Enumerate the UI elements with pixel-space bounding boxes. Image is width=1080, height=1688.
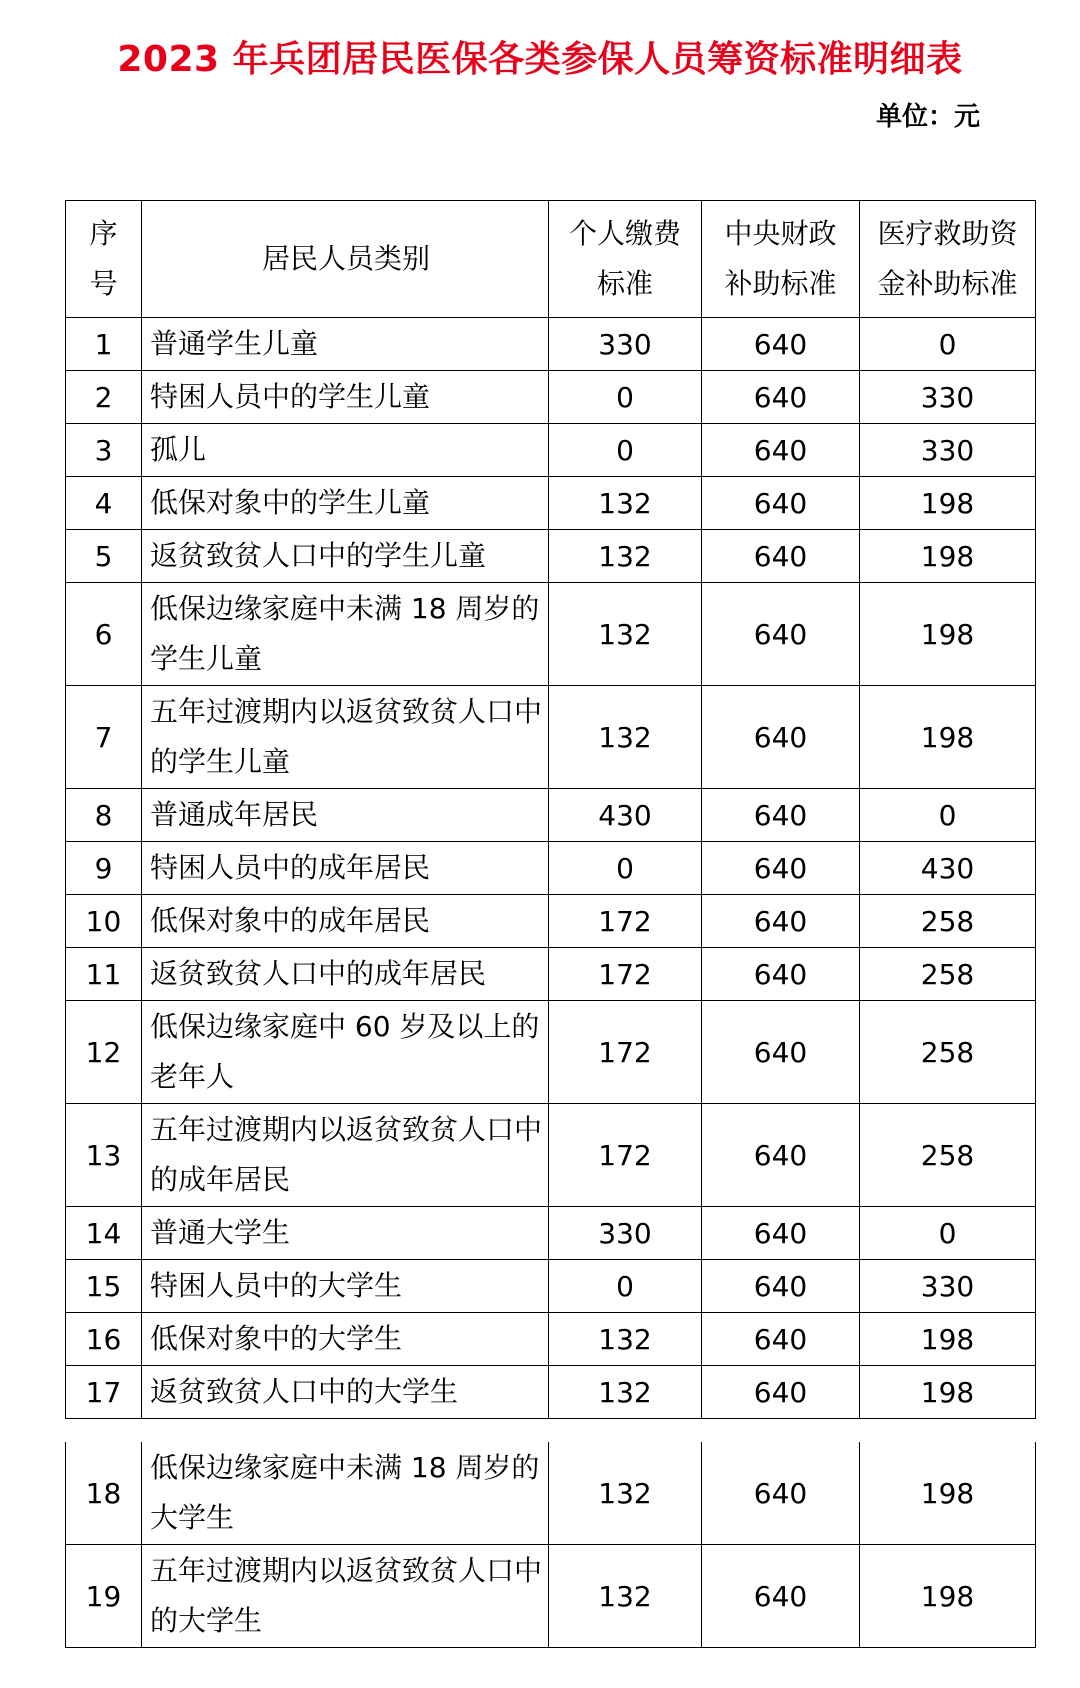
cell-central-subsidy: 640 — [702, 424, 860, 477]
cell-personal-contribution: 172 — [549, 948, 702, 1001]
cell-medical-aid-subsidy: 0 — [860, 789, 1036, 842]
cell-medical-aid-subsidy: 0 — [860, 318, 1036, 371]
cell-serial-number: 11 — [66, 948, 142, 1001]
cell-serial-number: 10 — [66, 895, 142, 948]
cell-personal-contribution: 132 — [549, 1313, 702, 1366]
cell-resident-category: 普通大学生 — [142, 1207, 549, 1260]
cell-central-subsidy: 640 — [702, 1366, 860, 1419]
cell-serial-number: 3 — [66, 424, 142, 477]
cell-resident-category: 普通成年居民 — [142, 789, 549, 842]
page-title: 2023 年兵团居民医保各类参保人员筹资标准明细表 — [117, 39, 963, 80]
cell-central-subsidy: 640 — [702, 1260, 860, 1313]
cell-personal-contribution: 430 — [549, 789, 702, 842]
cell-central-subsidy: 640 — [702, 1104, 860, 1207]
cell-personal-contribution: 330 — [549, 318, 702, 371]
funding-standards-table — [65, 200, 1036, 1419]
cell-personal-contribution: 172 — [549, 1001, 702, 1104]
cell-serial-number: 9 — [66, 842, 142, 895]
cell-resident-category: 低保对象中的成年居民 — [142, 895, 549, 948]
cell-serial-number: 8 — [66, 789, 142, 842]
cell-medical-aid-subsidy: 330 — [860, 424, 1036, 477]
cell-personal-contribution: 0 — [549, 842, 702, 895]
cell-central-subsidy: 640 — [702, 686, 860, 789]
cell-medical-aid-subsidy: 198 — [860, 1545, 1036, 1648]
table-row — [66, 477, 1036, 530]
cell-resident-category: 返贫致贫人口中的成年居民 — [142, 948, 549, 1001]
cell-resident-category: 低保边缘家庭中 60 岁及以上的老年人 — [142, 1001, 549, 1104]
cell-resident-category: 五年过渡期内以返贫致贫人口中的成年居民 — [142, 1104, 549, 1207]
cell-personal-contribution: 132 — [549, 686, 702, 789]
cell-personal-contribution: 132 — [549, 1442, 702, 1545]
cell-central-subsidy: 640 — [702, 895, 860, 948]
table-row — [66, 583, 1036, 686]
cell-medical-aid-subsidy: 258 — [860, 1104, 1036, 1207]
cell-medical-aid-subsidy: 258 — [860, 1001, 1036, 1104]
cell-resident-category: 普通学生儿童 — [142, 318, 549, 371]
cell-medical-aid-subsidy: 258 — [860, 948, 1036, 1001]
cell-medical-aid-subsidy: 198 — [860, 530, 1036, 583]
cell-serial-number: 1 — [66, 318, 142, 371]
cell-serial-number: 2 — [66, 371, 142, 424]
cell-personal-contribution: 132 — [549, 530, 702, 583]
cell-central-subsidy: 640 — [702, 842, 860, 895]
cell-resident-category: 低保对象中的学生儿童 — [142, 477, 549, 530]
cell-medical-aid-subsidy: 0 — [860, 1207, 1036, 1260]
cell-central-subsidy: 640 — [702, 948, 860, 1001]
cell-resident-category: 特困人员中的成年居民 — [142, 842, 549, 895]
cell-central-subsidy: 640 — [702, 1207, 860, 1260]
cell-resident-category: 返贫致贫人口中的学生儿童 — [142, 530, 549, 583]
cell-medical-aid-subsidy: 258 — [860, 895, 1036, 948]
table-row — [66, 1366, 1036, 1419]
cell-central-subsidy: 640 — [702, 1442, 860, 1545]
header-personal-contribution: 个人缴费标准 — [549, 201, 702, 318]
cell-personal-contribution: 0 — [549, 1260, 702, 1313]
cell-serial-number: 17 — [66, 1366, 142, 1419]
cell-resident-category: 低保对象中的大学生 — [142, 1313, 549, 1366]
cell-serial-number: 16 — [66, 1313, 142, 1366]
table-row — [66, 1001, 1036, 1104]
cell-medical-aid-subsidy: 330 — [860, 1260, 1036, 1313]
cell-personal-contribution: 330 — [549, 1207, 702, 1260]
cell-resident-category: 五年过渡期内以返贫致贫人口中的学生儿童 — [142, 686, 549, 789]
cell-serial-number: 4 — [66, 477, 142, 530]
cell-personal-contribution: 0 — [549, 424, 702, 477]
table-row — [66, 686, 1036, 789]
cell-medical-aid-subsidy: 198 — [860, 686, 1036, 789]
header-central-subsidy: 中央财政补助标准 — [702, 201, 860, 318]
cell-central-subsidy: 640 — [702, 477, 860, 530]
cell-medical-aid-subsidy: 198 — [860, 583, 1036, 686]
cell-medical-aid-subsidy: 198 — [860, 1442, 1036, 1545]
cell-central-subsidy: 640 — [702, 789, 860, 842]
cell-personal-contribution: 132 — [549, 477, 702, 530]
cell-personal-contribution: 132 — [549, 1545, 702, 1648]
cell-personal-contribution: 0 — [549, 371, 702, 424]
table-row — [66, 318, 1036, 371]
table-row — [66, 895, 1036, 948]
cell-medical-aid-subsidy: 198 — [860, 477, 1036, 530]
cell-resident-category: 低保边缘家庭中未满 18 周岁的大学生 — [142, 1442, 549, 1545]
table-row — [66, 1442, 1036, 1545]
table-row — [66, 1104, 1036, 1207]
cell-resident-category: 返贫致贫人口中的大学生 — [142, 1366, 549, 1419]
cell-resident-category: 低保边缘家庭中未满 18 周岁的学生儿童 — [142, 583, 549, 686]
cell-resident-category: 五年过渡期内以返贫致贫人口中的大学生 — [142, 1545, 549, 1648]
cell-medical-aid-subsidy: 330 — [860, 371, 1036, 424]
cell-personal-contribution: 132 — [549, 1366, 702, 1419]
table-row — [66, 424, 1036, 477]
cell-central-subsidy: 640 — [702, 1545, 860, 1648]
cell-central-subsidy: 640 — [702, 1001, 860, 1104]
cell-serial-number: 14 — [66, 1207, 142, 1260]
table-row — [66, 948, 1036, 1001]
cell-resident-category: 孤儿 — [142, 424, 549, 477]
table-row — [66, 842, 1036, 895]
cell-serial-number: 12 — [66, 1001, 142, 1104]
table-row — [66, 530, 1036, 583]
header-medical-aid-subsidy: 医疗救助资金补助标准 — [860, 201, 1036, 318]
cell-serial-number: 15 — [66, 1260, 142, 1313]
cell-central-subsidy: 640 — [702, 318, 860, 371]
cell-personal-contribution: 172 — [549, 1104, 702, 1207]
cell-serial-number: 19 — [66, 1545, 142, 1648]
table-row — [66, 371, 1036, 424]
cell-central-subsidy: 640 — [702, 1313, 860, 1366]
table-row — [66, 1313, 1036, 1366]
cell-medical-aid-subsidy: 198 — [860, 1313, 1036, 1366]
cell-resident-category: 特困人员中的学生儿童 — [142, 371, 549, 424]
cell-central-subsidy: 640 — [702, 583, 860, 686]
cell-personal-contribution: 172 — [549, 895, 702, 948]
cell-resident-category: 特困人员中的大学生 — [142, 1260, 549, 1313]
table-header-row — [66, 201, 1036, 318]
unit-label: 单位：元 — [875, 102, 980, 132]
cell-serial-number: 18 — [66, 1442, 142, 1545]
cell-personal-contribution: 132 — [549, 583, 702, 686]
cell-serial-number: 13 — [66, 1104, 142, 1207]
cell-serial-number: 5 — [66, 530, 142, 583]
cell-central-subsidy: 640 — [702, 530, 860, 583]
cell-medical-aid-subsidy: 198 — [860, 1366, 1036, 1419]
table-row — [66, 1207, 1036, 1260]
funding-standards-table-continued — [65, 1442, 1036, 1648]
cell-medical-aid-subsidy: 430 — [860, 842, 1036, 895]
table-row — [66, 1545, 1036, 1648]
header-resident-category: 居民人员类别 — [142, 201, 549, 318]
table-row — [66, 1260, 1036, 1313]
cell-serial-number: 6 — [66, 583, 142, 686]
header-serial-number: 序号 — [66, 201, 142, 318]
table-row — [66, 789, 1036, 842]
cell-central-subsidy: 640 — [702, 371, 860, 424]
cell-serial-number: 7 — [66, 686, 142, 789]
